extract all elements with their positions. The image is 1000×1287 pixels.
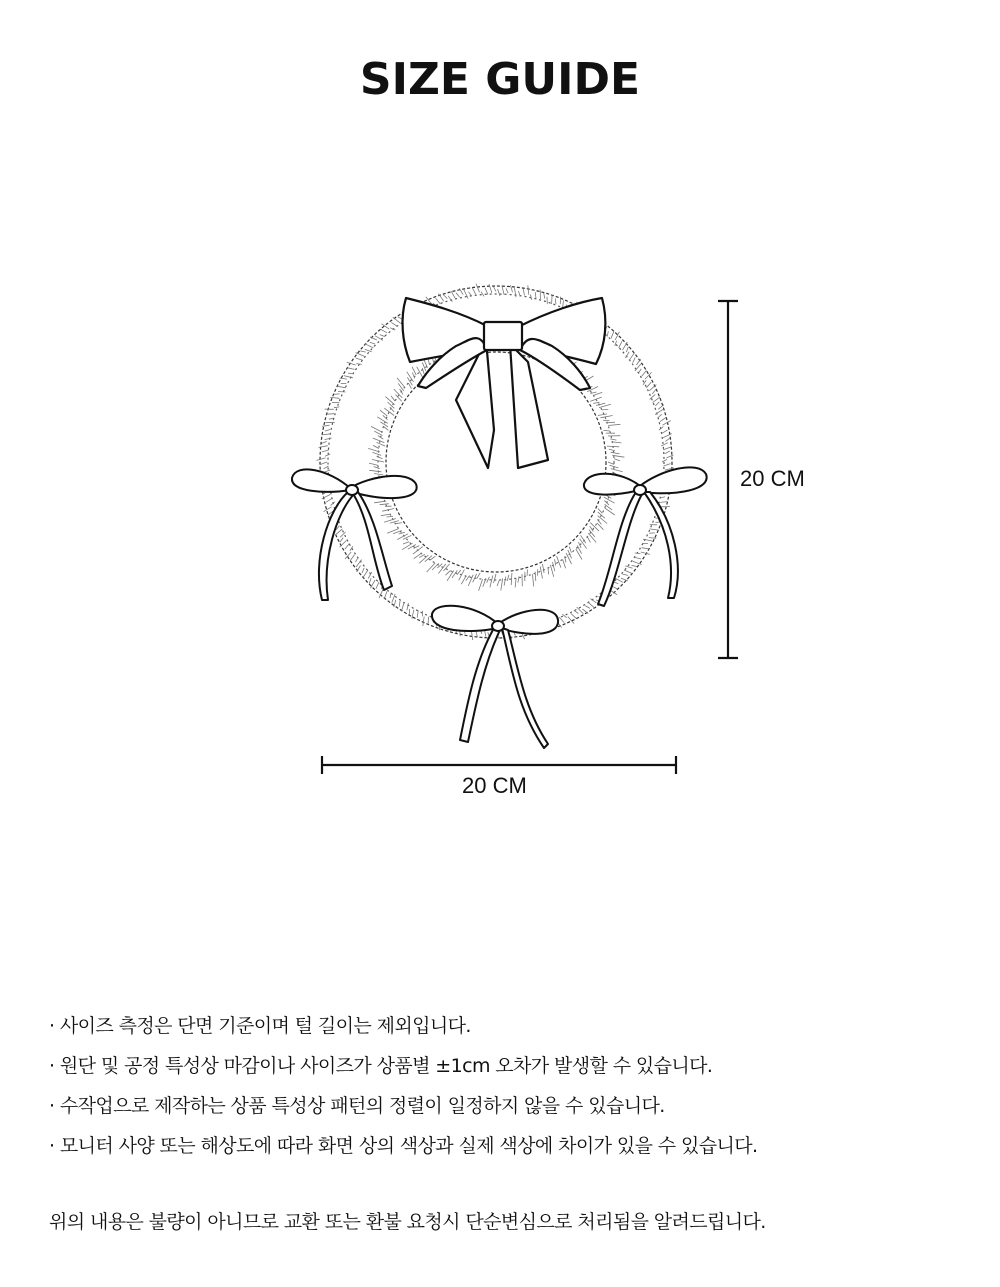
note-item: · 사이즈 측정은 단면 기준이며 털 길이는 제외입니다. [49, 1015, 471, 1037]
page-title: SIZE GUIDE [359, 54, 641, 105]
notice-text: 위의 내용은 불량이 아니므로 교환 또는 환불 요청시 단순변심으로 처리됨을 알려드립니다. [49, 1211, 766, 1233]
width-dimension-line [322, 756, 676, 774]
note-item: · 원단 및 공정 특성상 마감이나 사이즈가 상품별 ±1cm 오차가 발생할 수 있습니다. [49, 1055, 713, 1077]
top-bow [403, 298, 606, 468]
note-item: · 수작업으로 제작하는 상품 특성상 패턴의 정렬이 일정하지 않을 수 있습니다. [49, 1095, 665, 1117]
left-bow [292, 469, 417, 600]
width-label: 20 CM [462, 773, 527, 798]
height-dimension-line [718, 301, 738, 658]
note-item: · 모니터 사양 또는 해상도에 따라 화면 상의 색상과 실제 색상에 차이가 있을 수 있습니다. [49, 1135, 758, 1157]
right-bow [584, 467, 707, 606]
bottom-bow [432, 606, 558, 748]
notes-list [49, 1006, 969, 1166]
height-label: 20 CM [740, 466, 805, 491]
